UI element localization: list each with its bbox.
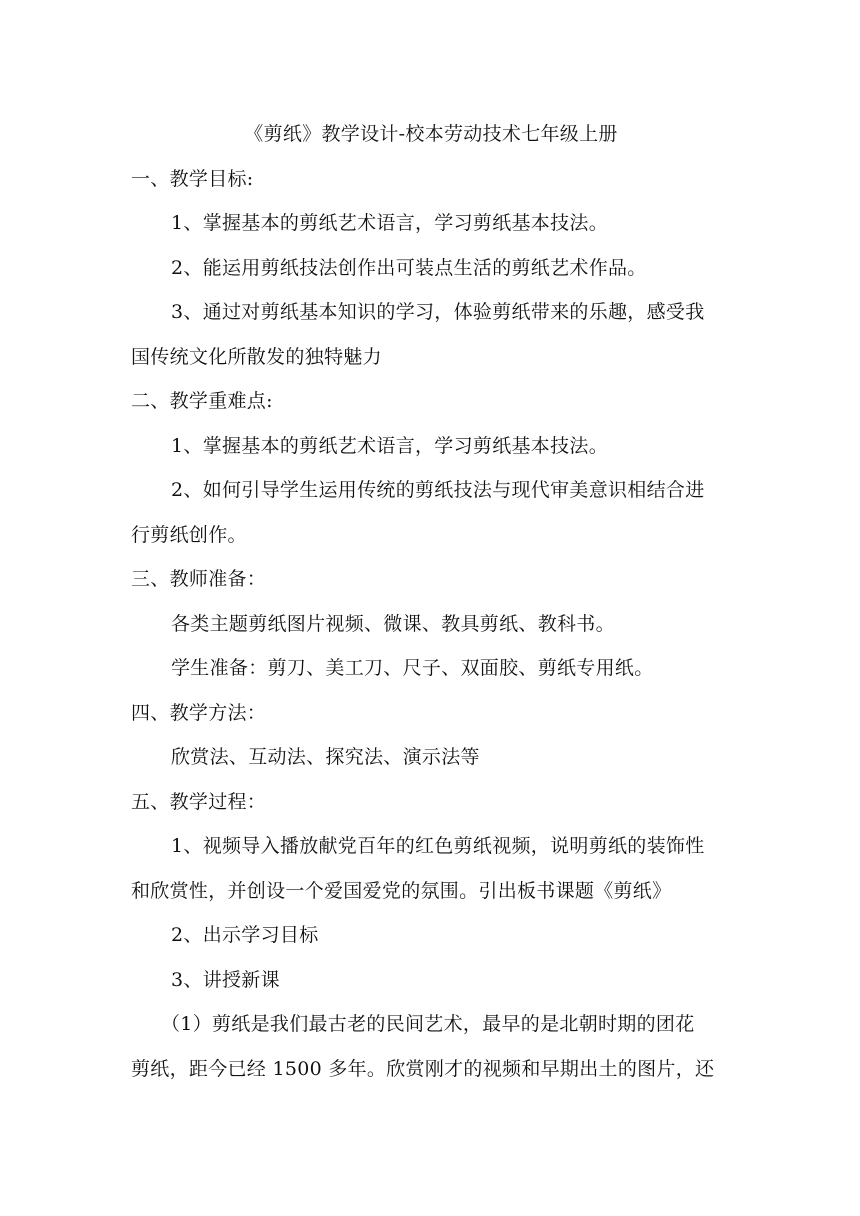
teacher-preparation-text: 各类主题剪纸图片视频、微课、教具剪纸、教科书。 (171, 612, 615, 635)
key-point-1: 1、掌握基本的剪纸艺术语言，学习剪纸基本技法。 (171, 434, 608, 457)
objective-3: 3、通过对剪纸基本知识的学习，体验剪纸带来的乐趣，感受我 (171, 301, 705, 323)
section-heading-objectives: 一、教学目标: (131, 167, 254, 190)
process-step-3: 3、讲授新课 (171, 968, 280, 991)
section-heading-methods: 四、教学方法： (131, 701, 267, 724)
document-title: 《剪纸》教学设计-校本劳动技术七年级上册 (244, 123, 618, 145)
objective-1: 1、掌握基本的剪纸艺术语言，学习剪纸基本技法。 (171, 212, 608, 234)
document-body (131, 112, 731, 1091)
section-heading-process: 五、教学过程： (131, 790, 267, 813)
objective-3-continued: 国传统文化所散发的独特魅力 (131, 345, 382, 368)
process-substep-1-continued: 剪纸，距今已经 1500 多年。欣赏刚才的视频和早期出土的图片，还 (131, 1057, 715, 1080)
key-point-2: 2、如何引导学生运用传统的剪纸技法与现代审美意识相结合进 (171, 479, 705, 501)
student-preparation-text: 学生准备：剪刀、美工刀、尺子、双面胶、剪纸专用纸。 (171, 657, 654, 679)
process-step-2: 2、出示学习目标 (171, 924, 319, 946)
process-step-1: 1、视频导入播放献党百年的红色剪纸视频，说明剪纸的装饰性 (171, 835, 705, 857)
key-point-2-continued: 行剪纸创作。 (131, 523, 247, 546)
objective-2: 2、能运用剪纸技法创作出可装点生活的剪纸艺术作品。 (171, 256, 647, 279)
process-step-1-continued: 和欣赏性，并创设一个爱国爱党的氛围。引出板书课题《剪纸》 (131, 879, 672, 902)
methods-text: 欣赏法、互动法、探究法、演示法等 (171, 746, 480, 768)
process-substep-1: （1）剪纸是我们最古老的民间艺术，最早的是北朝时期的团花 (161, 1013, 695, 1035)
section-heading-key-points: 二、教学重难点: (131, 390, 273, 412)
section-heading-teacher-preparation: 三、教师准备： (131, 568, 267, 590)
